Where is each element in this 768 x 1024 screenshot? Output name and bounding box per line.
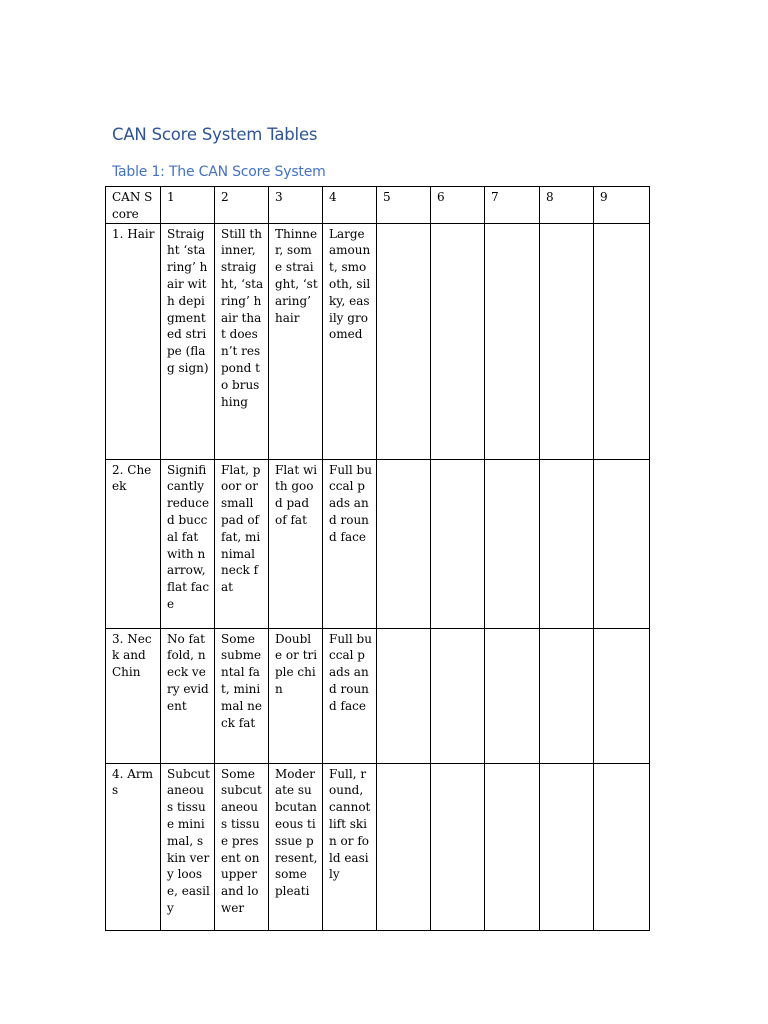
table-cell: Thinner, some straight, ‘staring’ hair <box>269 223 323 459</box>
table-cell <box>485 223 540 459</box>
row-label: 4. Arms <box>106 763 161 930</box>
table-cell: Moderate subcutaneous tissue present, some pleati <box>269 763 323 930</box>
table-cell <box>431 628 485 763</box>
table-cell <box>431 459 485 628</box>
table-cell <box>431 223 485 459</box>
table-cell: No fat fold, neck very evident <box>161 628 215 763</box>
header-cell: 3 <box>269 187 323 224</box>
table-cell <box>377 628 431 763</box>
row-label: 3. Neck and Chin <box>106 628 161 763</box>
table-cell: Full buccal pads and round face <box>323 628 377 763</box>
table-row <box>106 628 650 763</box>
table-cell: Straight ‘staring’ hair with depigmented stripe (flag sign) <box>161 223 215 459</box>
table-cell <box>431 763 485 930</box>
table-cell <box>594 459 650 628</box>
table-title: Table 1: The CAN Score System <box>112 164 326 180</box>
table-cell: Significantly reduced buccal fat with narrow, flat face <box>161 459 215 628</box>
table-cell <box>377 223 431 459</box>
table-cell <box>594 763 650 930</box>
table-cell: Flat with good pad of fat <box>269 459 323 628</box>
header-cell: 2 <box>215 187 269 224</box>
header-cell: 9 <box>594 187 650 224</box>
table-cell: Some submental fat, minimal neck fat <box>215 628 269 763</box>
table-cell: Large amount, smooth, silky, easily groomed <box>323 223 377 459</box>
header-cell: 8 <box>540 187 594 224</box>
table-header-row <box>106 187 650 224</box>
row-label: 1. Hair <box>106 223 161 459</box>
row-label: 2. Cheek <box>106 459 161 628</box>
header-cell: 1 <box>161 187 215 224</box>
header-cell: 6 <box>431 187 485 224</box>
table-cell <box>594 223 650 459</box>
table-row <box>106 459 650 628</box>
table-cell <box>540 459 594 628</box>
table-cell <box>485 628 540 763</box>
table-cell: Still thinner, straight, ‘staring’ hair that doesn’t respond to brushing <box>215 223 269 459</box>
document-title: CAN Score System Tables <box>112 125 318 144</box>
can-score-table <box>105 186 650 931</box>
table-row <box>106 223 650 459</box>
table-cell <box>540 763 594 930</box>
header-cell: 5 <box>377 187 431 224</box>
table-cell <box>540 223 594 459</box>
header-cell: CAN Score <box>106 187 161 224</box>
table-cell: Some subcutaneous tissue present on upper and lower <box>215 763 269 930</box>
table-cell <box>594 628 650 763</box>
table-cell <box>485 459 540 628</box>
table-row <box>106 763 650 930</box>
table-cell <box>485 763 540 930</box>
table-cell: Flat, poor or small pad of fat, minimal neck fat <box>215 459 269 628</box>
table-cell: Subcutaneous tissue minimal, skin very loose, easily <box>161 763 215 930</box>
header-cell: 4 <box>323 187 377 224</box>
table-cell <box>377 459 431 628</box>
table-cell: Full buccal pads and round face <box>323 459 377 628</box>
table-cell <box>540 628 594 763</box>
table-cell: Double or triple chin <box>269 628 323 763</box>
header-cell: 7 <box>485 187 540 224</box>
table-cell <box>377 763 431 930</box>
table-cell: Full, round, cannot lift skin or fold easily <box>323 763 377 930</box>
